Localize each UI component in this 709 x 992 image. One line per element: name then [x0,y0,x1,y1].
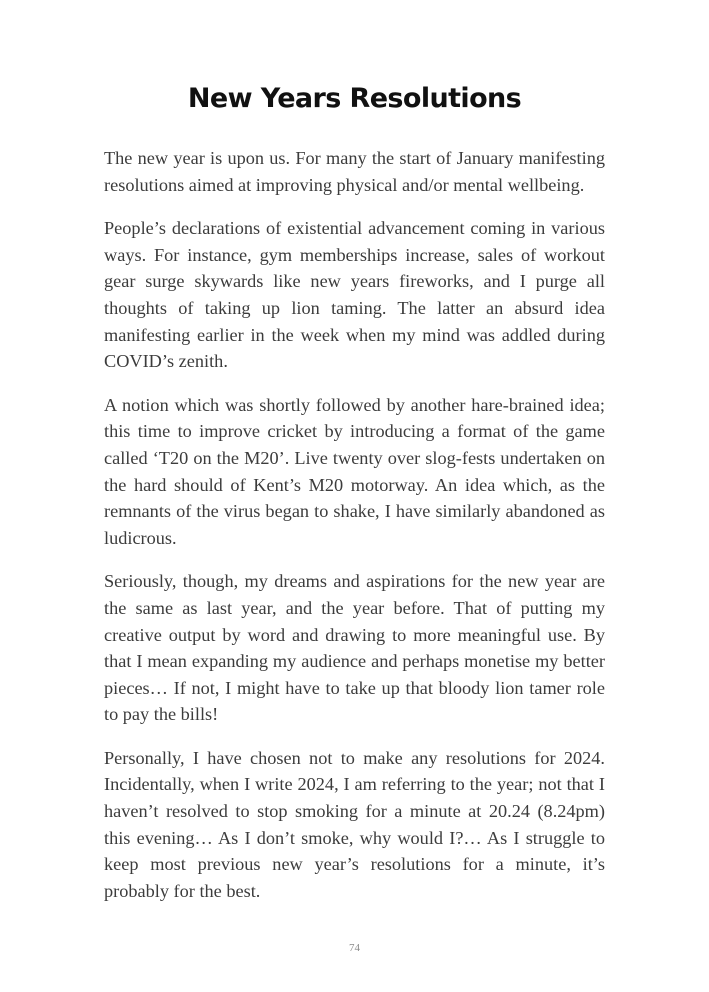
paragraph: A notion which was shortly followed by another hare-brained idea; this time to improve cricket by introducing a format of the game called ‘T20 on the M20’. Live twenty over slog-fests undertaken on the hard should of Kent’s M20 motorway. An idea which, as the remnants of the virus began to shake, I have similarly abandoned as ludicrous. [104,394,605,548]
paragraph: The new year is upon us. For many the start of January manifesting resolutions aimed at improving physical and/or mental wellbeing. [104,148,605,195]
paragraph: Personally, I have chosen not to make any resolutions for 2024. Incidentally, when I write 2024, I am referring to the year; not that I haven’t resolved to stop smoking for a minute at 20.24 (8.24pm) this evening… As I don’t smoke, why would I?… As I struggle to keep most previous new year’s resolutions for a minute, it’s probably for the best. [104,747,605,901]
article-body [104,145,605,921]
paragraph: People’s declarations of existential advancement coming in various ways. For instance, gym memberships increase, sales of workout gear surge skywards like new years fireworks, and I purge all thoughts of taking up lion taming. The latter an absurd idea manifesting earlier in the week when my mind was addled during COVID’s zenith. [104,218,605,372]
page-title: New Years Resolutions [187,83,522,114]
page-number: 74 [349,942,360,954]
paragraph: Seriously, though, my dreams and aspirations for the new year are the same as last year, and the year before. That of putting my creative output by word and drawing to more meaningful use. By that I mean expanding my audience and perhaps monetise my better pieces… If not, I might have to take up that bloody lion tamer role to pay the bills! [104,571,605,725]
